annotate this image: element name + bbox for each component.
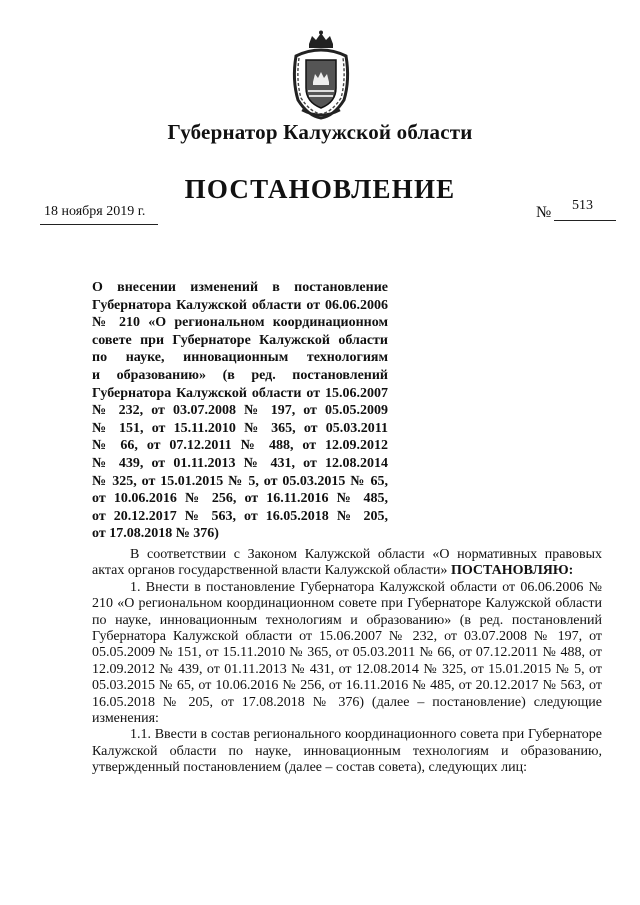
document-subject xyxy=(92,279,388,543)
subject-line: Губернатора Калужской области от 15.06.2007 xyxy=(92,385,388,401)
issuing-authority: Губернатор Калужской области xyxy=(167,120,473,144)
number-underline xyxy=(554,220,616,221)
body-paragraph: 1.1. Ввести в состав регионального координационного совета при Губернаторе Калужской области по науке, инновационным технологиям и образованию, утвержденный постановлением (далее – состав совета), следующих лиц: xyxy=(92,727,602,776)
subject-line: № 325, от 15.01.2015 № 5, от 05.03.2015 № 65, xyxy=(92,473,388,489)
subject-line: № 66, от 07.12.2011 № 488, от 12.09.2012 xyxy=(92,438,388,454)
subject-line: № 151, от 15.11.2010 № 365, от 05.03.2011 xyxy=(92,420,388,436)
subject-line: совете при Губернаторе Калужской области xyxy=(92,332,388,348)
subject-line: О внесении изменений в постановление xyxy=(92,280,388,295)
subject-line: № 439, от 01.11.2013 № 431, от 12.08.2014 xyxy=(92,455,388,471)
subject-line: № 210 «О региональном координационном xyxy=(92,315,388,331)
document-date: 18 ноября 2019 г. xyxy=(44,204,146,219)
subject-line: и образованию» (в ред. постановлений xyxy=(92,367,388,383)
subject-line: от 17.08.2018 № 376) xyxy=(92,526,219,542)
resolution-keyword: ПОСТАНОВЛЯЮ: xyxy=(450,563,574,579)
subject-line: по науке, инновационным технологиям xyxy=(92,350,388,366)
coat-of-arms-emblem xyxy=(288,30,354,120)
subject-line: № 232, от 03.07.2008 № 197, от 05.05.2009 xyxy=(92,403,388,419)
document-number xyxy=(536,198,620,222)
date-underline xyxy=(40,224,158,225)
document-body xyxy=(92,547,602,777)
number-value: 513 xyxy=(572,198,593,213)
subject-line: от 10.06.2016 № 256, от 16.11.2016 № 485, xyxy=(92,491,388,507)
body-paragraph xyxy=(92,547,602,580)
body-paragraph: 1. Внести в постановление Губернатора Калужской области от 06.06.2006 № 210 «О региональном координационном совете при Губернаторе Калужской области по науке, инновационным технологиям и образованию» (в ред. постановлений Губернатора Калужской области от 15.06.2007 № 232, от 03.07.2008 № 197, от 05.05.2009 № 151, от 15.11.2010 № 365, от 05.03.2011 № 66, от 07.12.2011 № 488, от 12.09.2012 № 439, от 01.11.2013 № 431, от 12.08.2014 № 325, от 15.01.2015 № 5, от 05.03.2015 № 65, от 10.06.2016 № 256, от 16.11.2016 № 485, от 20.12.2017 № 563, от 16.05.2018 № 205, от 17.08.2018 № 376) (далее – постановление) следующие изменения: xyxy=(92,579,602,727)
number-sign: № xyxy=(536,204,552,221)
subject-line: от 20.12.2017 № 563, от 16.05.2018 № 205, xyxy=(92,508,388,524)
document-type-title: ПОСТАНОВЛЕНИЕ xyxy=(184,174,456,204)
preamble-text: В соответствии с Законом Калужской области «О нормативных правовых актах органов государственной власти Калужской области» xyxy=(92,547,602,579)
subject-line: Губернатора Калужской области от 06.06.2006 xyxy=(92,297,388,313)
